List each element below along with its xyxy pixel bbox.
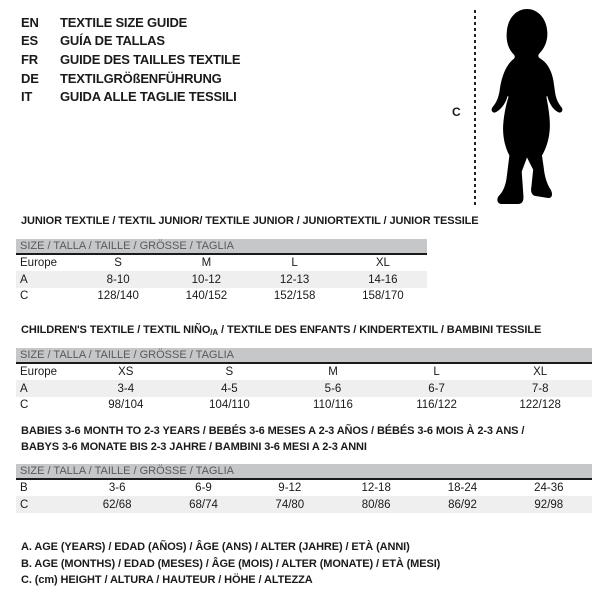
row-label: C: [20, 289, 29, 302]
table-header-row: [16, 255, 427, 271]
language-title: GUÍA DE TALLAS: [60, 33, 165, 49]
cell: 5-6: [324, 382, 342, 395]
cell: 6-7: [428, 382, 445, 395]
cell: 3-6: [108, 482, 126, 495]
col-header: L: [433, 366, 440, 379]
section-title-text: CHILDREN'S TEXTILE / TEXTIL NIÑO: [21, 324, 211, 336]
cell: 104/110: [209, 398, 250, 411]
cell: 98/104: [108, 398, 144, 411]
baby-silhouette-icon: [483, 7, 571, 209]
language-code: EN: [21, 14, 39, 30]
cell: 12-18: [361, 482, 391, 495]
children-size-table: [16, 348, 592, 413]
language-row-fr: [21, 50, 240, 69]
height-dashed-line: [474, 10, 476, 207]
size-bar: SIZE / TALLA / TAILLE / GRÖSSE / TAGLIA: [16, 239, 427, 255]
col-header: S: [114, 257, 122, 270]
cell: 9-12: [278, 482, 302, 495]
col-header: L: [291, 257, 298, 270]
cell: 12-13: [279, 273, 310, 286]
cell: 122/128: [519, 398, 561, 411]
col-header: Europe: [20, 257, 58, 270]
size-bar: SIZE / TALLA / TAILLE / GRÖSSE / TAGLIA: [16, 348, 592, 364]
section-title-junior: JUNIOR TEXTILE / TEXTIL JUNIOR/ TEXTILE JUNIOR / JUNIORTEXTIL / JUNIOR TESSILE: [21, 215, 479, 227]
cell: 14-16: [368, 273, 398, 286]
cell: 86/92: [448, 498, 477, 511]
cell: 110/116: [313, 398, 353, 411]
language-row-en: [21, 13, 240, 32]
table-row-height: [16, 397, 592, 413]
cell: 3-4: [117, 382, 135, 395]
cell: 80/86: [361, 498, 391, 511]
language-title: TEXTILGRÖßENFÜHRUNG: [60, 70, 222, 86]
col-header: XL: [375, 257, 390, 270]
cell: 24-36: [534, 482, 564, 495]
language-row-es: [21, 32, 240, 51]
language-row-de: [21, 69, 240, 88]
section-title-subscript: /A: [210, 328, 219, 337]
cell: 18-24: [447, 482, 478, 495]
table-row-height: [16, 288, 427, 304]
cell: 140/152: [185, 289, 228, 302]
cell: 4-5: [221, 382, 238, 395]
legend-line-a: A. AGE (YEARS) / EDAD (AÑOS) / ÂGE (ANS) / ALTER (JAHRE) / ETÀ (ANNI): [21, 541, 410, 553]
legend-line-b: B. AGE (MONTHS) / EDAD (MESES) / ÂGE (MOIS) / ALTER (MONATE) / ETÀ (MESI): [21, 557, 441, 570]
language-row-it: [21, 87, 240, 106]
table-row-age: [16, 380, 592, 396]
row-label: A: [20, 382, 28, 395]
cell: 62/68: [102, 498, 132, 511]
language-title: TEXTILE SIZE GUIDE: [60, 14, 188, 30]
section-title-line2: BABYS 3-6 MONATE BIS 2-3 JAHRE / BAMBINI 3-6 MESI A 2-3 ANNI: [21, 441, 367, 453]
cell: 158/170: [362, 289, 404, 302]
table-row-age-months: [16, 480, 592, 496]
table-header-row: [16, 364, 592, 380]
row-label: A: [20, 273, 28, 286]
cell: 10-12: [191, 273, 222, 286]
cell: 116/122: [416, 398, 457, 411]
junior-size-table: [16, 239, 427, 304]
cell: 128/140: [97, 289, 139, 302]
language-code: IT: [21, 89, 33, 105]
height-measure-label: C: [452, 105, 461, 119]
cell: 68/74: [189, 498, 218, 511]
section-title-children: [21, 324, 541, 337]
babies-size-table: [16, 464, 592, 513]
col-header: M: [328, 366, 338, 379]
section-title-text: / TEXTILE DES ENFANTS / KINDERTEXTIL / BAMBINI TESSILE: [218, 324, 542, 336]
cell: 74/80: [275, 498, 305, 511]
section-title-babies: [21, 423, 524, 455]
cell: 152/158: [273, 289, 316, 302]
section-title-line1: BABIES 3-6 MONTH TO 2-3 YEARS / BEBÉS 3-6 MESES A 2-3 AÑOS / BÉBÉS 3-6 MOIS À 2-3 ANS /: [21, 425, 525, 437]
size-bar: SIZE / TALLA / TAILLE / GRÖSSE / TAGLIA: [16, 464, 592, 480]
cell: 7-8: [531, 382, 549, 395]
language-code: ES: [21, 33, 38, 49]
cell: 92/98: [534, 498, 564, 511]
legend-line-c: C. (cm) HEIGHT / ALTURA / HAUTEUR / HÖHE / ALTEZZA: [21, 574, 313, 586]
language-title: GUIDE DES TAILLES TEXTILE: [60, 51, 241, 67]
row-label: C: [20, 398, 29, 411]
col-header: Europe: [20, 366, 58, 379]
row-label: C: [20, 498, 29, 511]
cell: 8-10: [106, 273, 130, 286]
legend: [21, 539, 440, 589]
row-label: B: [20, 482, 28, 495]
col-header: XS: [118, 366, 134, 379]
language-code: DE: [21, 70, 39, 86]
language-header: [21, 13, 240, 106]
col-header: XL: [533, 366, 548, 379]
table-row-age: [16, 271, 427, 287]
col-header: M: [201, 257, 212, 270]
language-code: FR: [21, 51, 38, 67]
cell: 6-9: [195, 482, 212, 495]
table-row-height: [16, 496, 592, 512]
language-title: GUIDA ALLE TAGLIE TESSILI: [60, 89, 237, 105]
col-header: S: [225, 366, 234, 379]
